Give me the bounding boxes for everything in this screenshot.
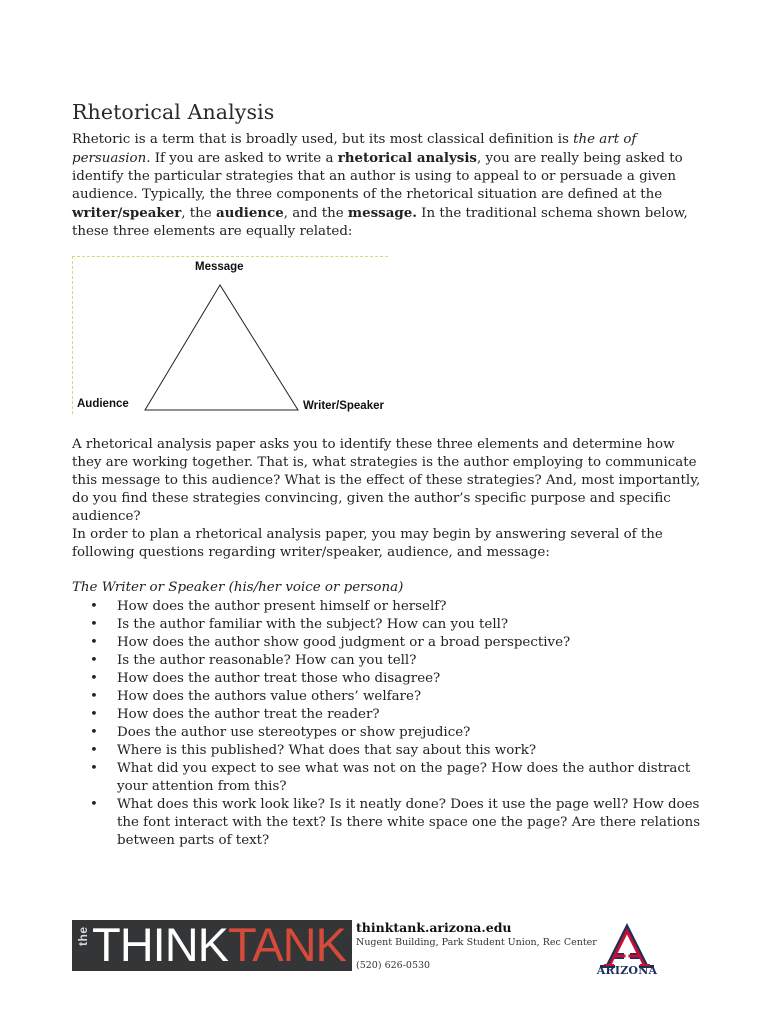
rhetorical-triangle-diagram — [72, 256, 388, 414]
message-label: Message — [195, 261, 244, 273]
analysis-paragraph: A rhetorical analysis paper asks you to identify these three elements and determine how they are working together. That is, what strategies is the author employing to communicate this message to this audience? What is the effect of these strategies? And, most importantly, do you find these strategies convincing, given the author’s specific purpose and specific audience? — [72, 437, 701, 524]
bullet-icon: • — [90, 725, 98, 740]
bullet-icon: • — [90, 707, 98, 722]
bullet-icon: • — [90, 689, 98, 704]
list-item: • Where is this published? What does that say about this work? — [90, 743, 536, 758]
list-item: • Is the author familiar with the subject? How can you tell? — [90, 617, 509, 632]
list-item: • What does this work look like? Is it neatly done? Does it use the page well? How does the font interact with the text? Is there white space one the page? Are there relations between parts of text? — [90, 797, 701, 848]
list-item: • How does the authors value others’ welfare? — [90, 689, 422, 704]
address-text: Nugent Building, Park Student Union, Rec Center — [356, 937, 597, 948]
bullet-icon: • — [90, 671, 98, 686]
bullet-icon: • — [90, 743, 98, 758]
bullet-icon: • — [90, 797, 98, 812]
bullet-icon: • — [90, 635, 98, 650]
logo-wordmark: THINKTANK — [92, 920, 346, 971]
website-link[interactable]: thinktank.arizona.edu — [356, 920, 512, 935]
thinktank-logo — [72, 920, 352, 971]
list-item: • Does the author use stereotypes or show prejudice? — [90, 725, 471, 740]
bullet-icon: • — [90, 617, 98, 632]
phone-text: (520) 626-0530 — [356, 960, 431, 971]
page-title: Rhetorical Analysis — [72, 99, 275, 124]
bullet-icon: • — [90, 761, 98, 776]
list-item: • What did you expect to see what was not on the page? How does the author distract your attention from this? — [90, 761, 691, 794]
audience-label: Audience — [77, 398, 129, 410]
writer-speaker-label: Writer/Speaker — [303, 400, 384, 412]
bullet-icon: • — [90, 599, 98, 614]
bullet-icon: • — [90, 653, 98, 668]
section-title-writer: The Writer or Speaker (his/her voice or persona) — [72, 580, 404, 595]
intro-paragraph: Rhetoric is a term that is broadly used, but its most classical definition is the art of persuasion. If you are asked to write a rhetorical analysis, you are really being asked to identify the particular strategies that an author is using to appeal to or persuade a given audience. Typically, the three components of the rhetorical situation are defined at the writer/speaker, the audience, and the message. In the traditional schema shown below, these three elements are equally related: — [72, 132, 688, 239]
list-item: • How does the author treat the reader? — [90, 707, 380, 722]
planning-paragraph: In order to plan a rhetorical analysis paper, you may begin by answering several of the following questions regarding writer/speaker, audience, and message: — [72, 527, 663, 560]
list-item: • Is the author reasonable? How can you tell? — [90, 653, 417, 668]
triangle-shape — [73, 257, 389, 415]
question-list — [90, 598, 702, 850]
list-item: • How does the author present himself or herself? — [90, 599, 447, 614]
logo-the-text: the — [76, 926, 90, 946]
list-item: • How does the author treat those who disagree? — [90, 671, 441, 686]
list-item: • How does the author show good judgment or a broad perspective? — [90, 635, 571, 650]
arizona-wordmark: ARIZONA — [596, 964, 658, 977]
contact-info — [356, 920, 597, 971]
